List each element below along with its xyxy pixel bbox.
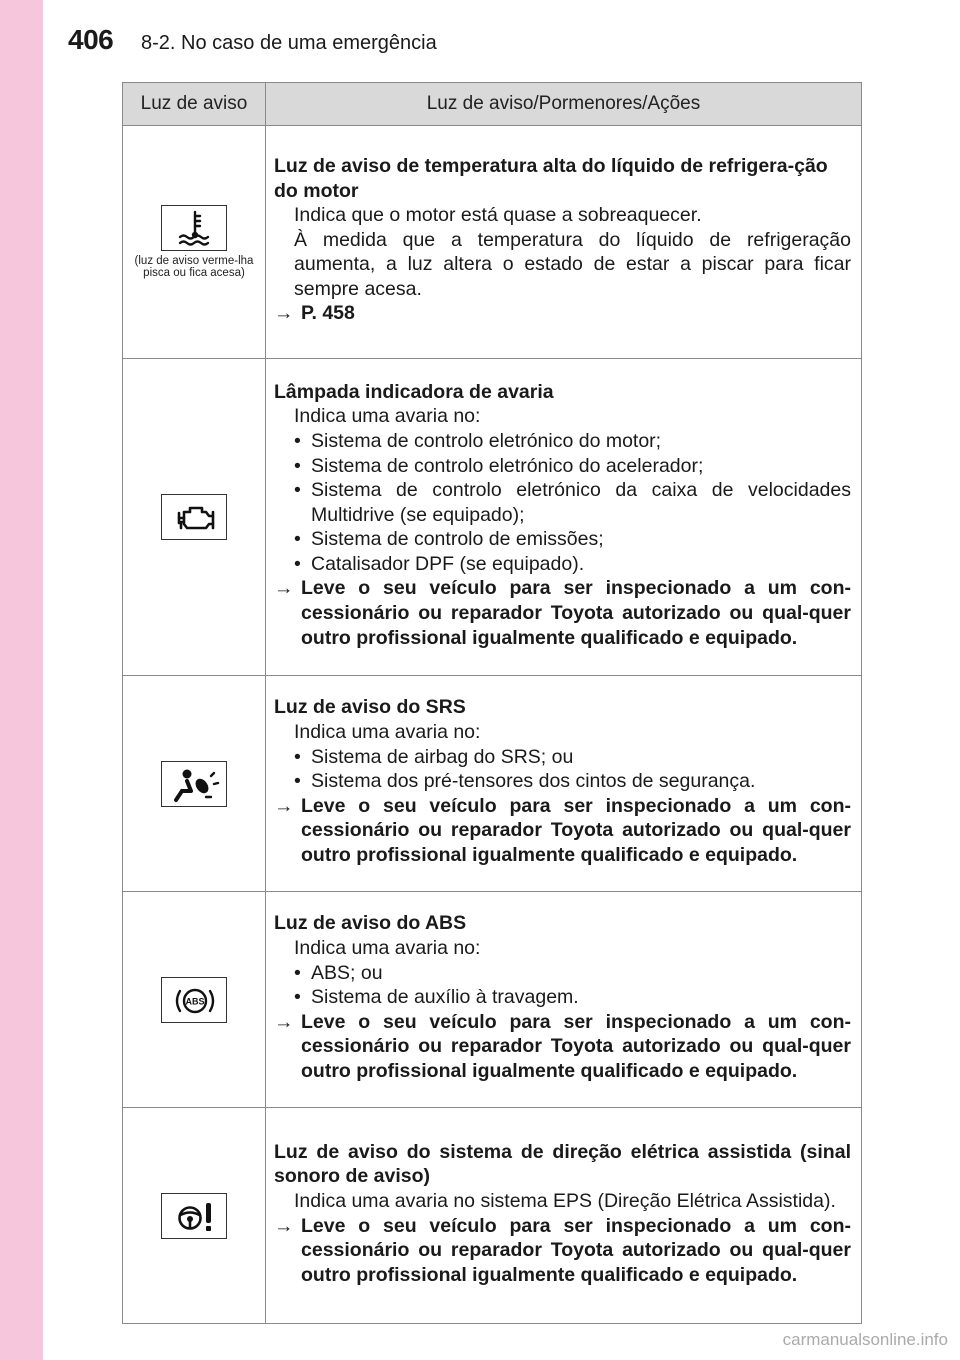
row-title: Luz de aviso do SRS bbox=[274, 696, 466, 719]
arrow-icon: → bbox=[274, 1010, 294, 1033]
bullet-item: • Sistema de controlo eletrónico do acelerador; bbox=[274, 454, 851, 479]
table-row bbox=[123, 892, 862, 1108]
side-color-tab bbox=[0, 0, 43, 1360]
action-reference bbox=[274, 1010, 851, 1084]
action-reference bbox=[274, 1214, 851, 1288]
row-title: Luz de aviso do sistema de direção elétrica assistida (sinal sonoro de aviso) bbox=[274, 1140, 851, 1188]
action-reference bbox=[274, 301, 851, 326]
table-row bbox=[123, 676, 862, 892]
abs-icon-label: ABS bbox=[185, 996, 205, 1006]
section-title: 8-2. No caso de uma emergência bbox=[141, 32, 437, 54]
arrow-icon: → bbox=[274, 794, 294, 817]
bullet-item: • ABS; ou bbox=[274, 961, 851, 986]
text-line: À medida que a temperatura do líquido de refrigeração aumenta, a luz altera o estado de estar a piscar para ficar sempre acesa. bbox=[294, 228, 851, 300]
row-title: Lâmpada indicadora de avaria bbox=[274, 380, 554, 403]
text-line: Indica uma avaria no: bbox=[294, 721, 481, 744]
table-row bbox=[123, 1108, 862, 1324]
eps-steering-warning-icon bbox=[161, 1193, 227, 1239]
row-title: Luz de aviso de temperatura alta do líquido de refrigera-ção do motor bbox=[274, 154, 828, 202]
bullet-item: • Sistema de airbag do SRS; ou bbox=[274, 745, 851, 770]
action-text: Leve o seu veículo para ser inspecionado a um con-cessionário ou reparador Toyota autorizado ou qual-quer outro profissional igualmente qualificado e equipado. bbox=[301, 1214, 851, 1286]
column-header: Luz de aviso bbox=[123, 83, 266, 126]
check-engine-icon bbox=[161, 494, 227, 540]
action-reference bbox=[274, 576, 851, 650]
arrow-icon: → bbox=[274, 577, 294, 600]
description-cell bbox=[266, 1108, 862, 1324]
description-cell bbox=[266, 359, 862, 676]
watermark: carmanualsonline.info bbox=[782, 1330, 948, 1349]
page-number: 406 bbox=[68, 24, 114, 55]
srs-airbag-icon bbox=[161, 761, 227, 807]
coolant-temperature-icon bbox=[161, 205, 227, 251]
text-line: Indica uma avaria no: bbox=[294, 937, 481, 960]
bullet-item: • Sistema de controlo eletrónico do motor; bbox=[274, 429, 851, 454]
arrow-icon: → bbox=[274, 302, 294, 325]
icon-note: (luz de aviso verme-lha pisca ou fica acesa) bbox=[134, 255, 254, 279]
icon-cell bbox=[123, 359, 266, 676]
bullet-item: • Sistema de controlo de emissões; bbox=[274, 527, 851, 552]
action-text: Leve o seu veículo para ser inspecionado a um con-cessionário ou reparador Toyota autorizado ou qual-quer outro profissional igualmente qualificado e equipado. bbox=[301, 794, 851, 866]
column-header: Luz de aviso/Pormenores/Ações bbox=[266, 83, 862, 126]
action-reference bbox=[274, 794, 851, 868]
description-cell bbox=[266, 126, 862, 359]
table-row bbox=[123, 359, 862, 676]
action-text: Leve o seu veículo para ser inspecionado a um con-cessionário ou reparador Toyota autorizado ou qual-quer outro profissional igualmente qualificado e equipado. bbox=[301, 577, 851, 649]
table-header-row bbox=[123, 83, 862, 126]
icon-cell bbox=[123, 892, 266, 1108]
bullet-item: • Sistema dos pré-tensores dos cintos de segurança. bbox=[274, 769, 851, 794]
arrow-icon: → bbox=[274, 1214, 294, 1237]
abs-icon bbox=[161, 977, 227, 1023]
text-line: Indica uma avaria no: bbox=[294, 405, 481, 428]
bullet-item: • Sistema de auxílio à travagem. bbox=[274, 985, 851, 1010]
bullet-item: • Catalisador DPF (se equipado). bbox=[274, 552, 851, 577]
warning-lights-table bbox=[122, 82, 862, 1324]
action-text: Leve o seu veículo para ser inspecionado a um con-cessionário ou reparador Toyota autorizado ou qual-quer outro profissional igualmente qualificado e equipado. bbox=[301, 1010, 851, 1082]
bullet-item: • Sistema de controlo eletrónico da caixa de velocidades Multidrive (se equipado); bbox=[274, 478, 851, 527]
text-line: Indica que o motor está quase a sobreaquecer. bbox=[294, 204, 702, 227]
table-row bbox=[123, 126, 862, 359]
action-text: P. 458 bbox=[301, 302, 355, 325]
row-title: Luz de aviso do ABS bbox=[274, 912, 467, 935]
description-cell bbox=[266, 676, 862, 892]
icon-cell bbox=[123, 126, 266, 359]
text-line: Indica uma avaria no sistema EPS (Direção Elétrica Assistida). bbox=[294, 1189, 836, 1212]
description-cell bbox=[266, 892, 862, 1108]
icon-cell bbox=[123, 676, 266, 892]
icon-cell bbox=[123, 1108, 266, 1324]
